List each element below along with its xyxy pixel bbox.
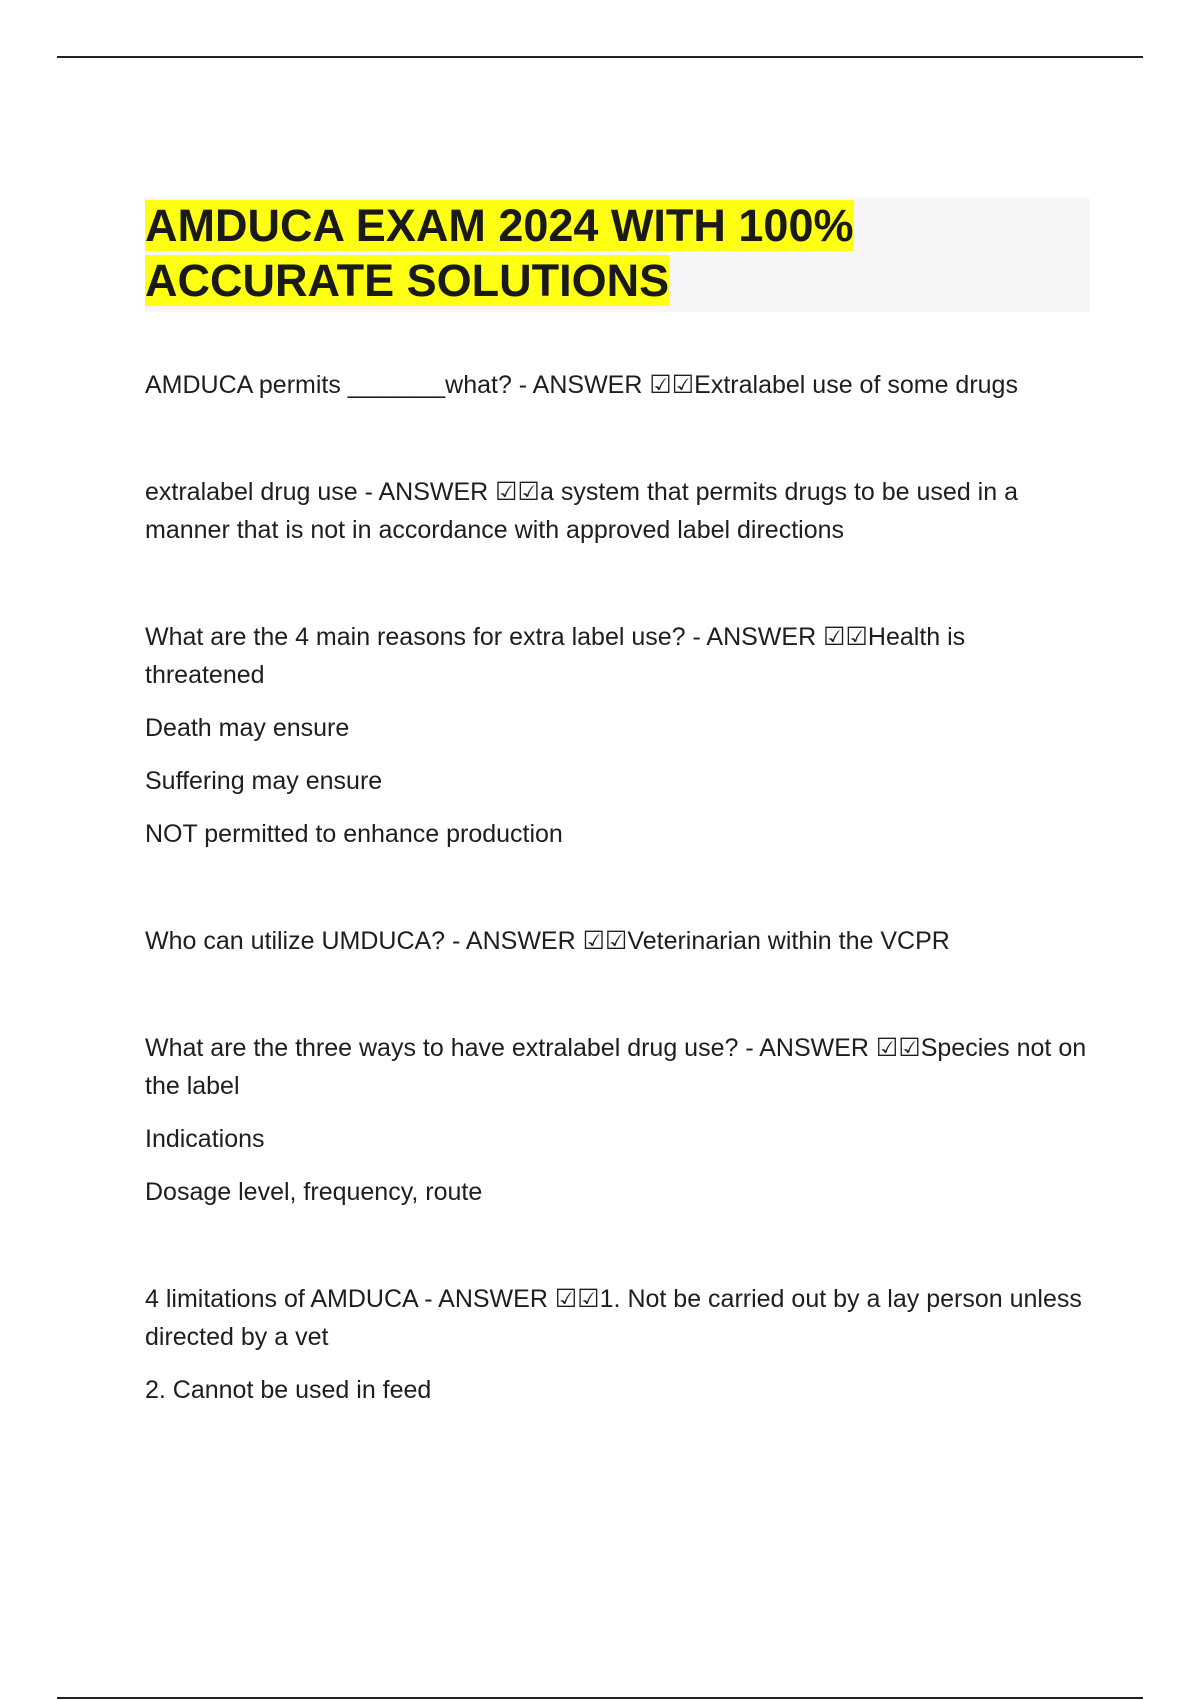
header-rule	[57, 56, 1143, 58]
qa-item-4	[145, 922, 1090, 960]
qa-item-1	[145, 366, 1090, 404]
qa-item-6	[145, 1280, 1090, 1409]
document-title	[145, 198, 1090, 308]
qa-answer-line: Indications	[145, 1125, 265, 1153]
qa-question: What are the three ways to have extralabel drug use? - ANSWER ☑☑Species not on the label	[145, 1034, 1087, 1100]
qa-answer-line: Suffering may ensure	[145, 767, 383, 795]
qa-answer-line: Death may ensure	[145, 714, 350, 742]
title-line-2: ACCURATE SOLUTIONS	[145, 255, 670, 306]
title-line-1: AMDUCA EXAM 2024 WITH 100%	[145, 200, 854, 251]
qa-question: AMDUCA permits _______what? - ANSWER ☑☑Extralabel use of some drugs	[145, 371, 1018, 399]
qa-item-5	[145, 1029, 1090, 1211]
qa-question: What are the 4 main reasons for extra label use? - ANSWER ☑☑Health is threatened	[145, 623, 966, 689]
qa-question: Who can utilize UMDUCA? - ANSWER ☑☑Veterinarian within the VCPR	[145, 927, 950, 955]
footer-rule	[57, 1697, 1143, 1699]
qa-item-3	[145, 618, 1090, 853]
qa-answer-line: Dosage level, frequency, route	[145, 1178, 483, 1206]
qa-answer-line: NOT permitted to enhance production	[145, 820, 563, 848]
document-body	[145, 198, 1090, 1409]
qa-question: extralabel drug use - ANSWER ☑☑a system that permits drugs to be used in a manner that is not in accordance with approved label directions	[145, 478, 1018, 544]
qa-list	[145, 366, 1090, 1409]
title-block	[145, 198, 1090, 312]
qa-item-2	[145, 473, 1090, 549]
qa-question: 4 limitations of AMDUCA - ANSWER ☑☑1. Not be carried out by a lay person unless directed by a vet	[145, 1285, 1082, 1351]
qa-answer-line: 2. Cannot be used in feed	[145, 1376, 432, 1404]
